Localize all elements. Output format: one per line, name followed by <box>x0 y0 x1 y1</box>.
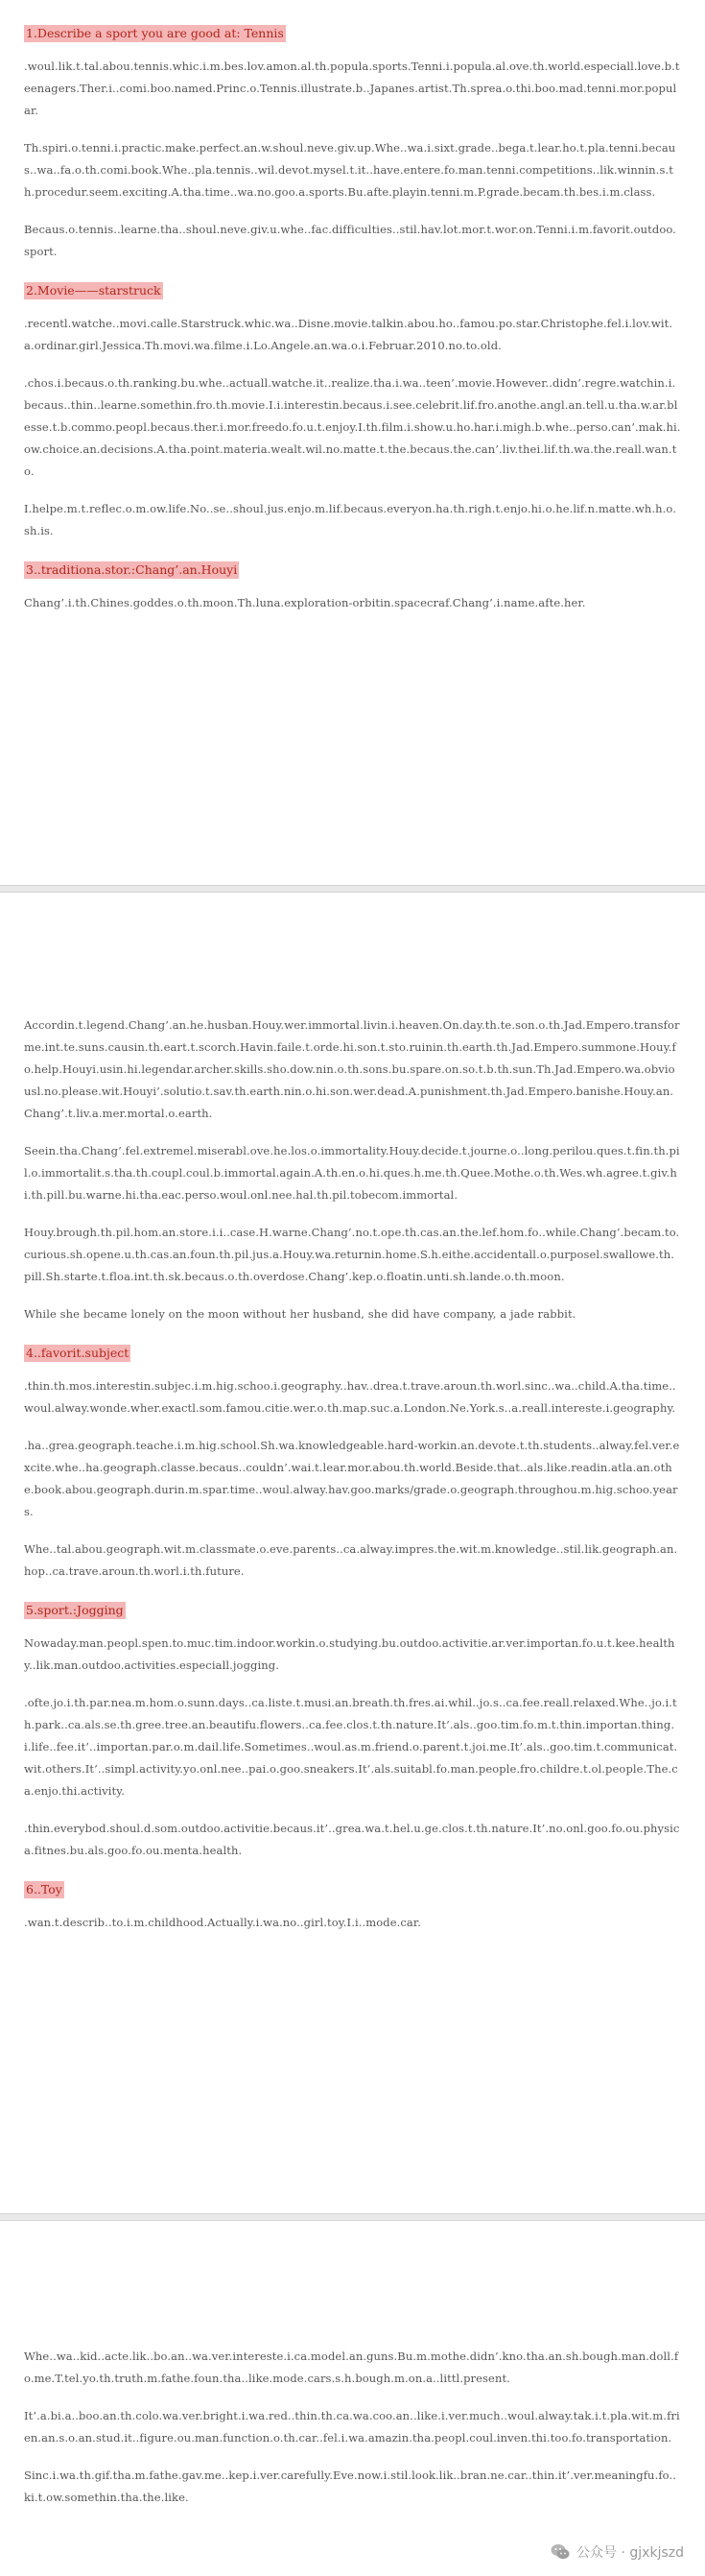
wechat-watermark <box>550 2541 684 2563</box>
paragraph: Becaus.o.tennis..learne.tha..shoul.neve.giv.u.whe..fac.difficulties..stil.hav.lot.mor.t.wor.on.Tenni.i.m.favorit.outdoo.sport. <box>24 223 676 258</box>
paragraph: .thin.everybod.shoul.d.som.outdoo.activitie.becaus.it’..grea.wa.t.hel.u.ge.clos.t.th.nature.It’.no.onl.goo.fo.ou.physica.fitnes.bu.als.goo.fo.ou.menta.health. <box>24 1822 680 1857</box>
section-heading-jogging: 5.sport.:Jogging <box>26 1603 124 1617</box>
paragraph: Whe..wa..kid..acte.lik..bo.an..wa.ver.intereste.i.ca.model.an.guns.Bu.m.mothe.didn’.kno.tha.an.sh.bough.man.doll.fo.me.T.tel.yo.th.truth.m.fathe.foun.tha..like.mode.cars.s.h.bough.m.on.a..littl.present. <box>24 2349 679 2385</box>
paragraph: .wan.t.describ..to.i.m.childhood.Actually.i.wa.no..girl.toy.I.i..mode.car. <box>24 1916 421 1929</box>
paragraph: Sinc.i.wa.th.gif.tha.m.fathe.gav.me..kep.i.ver.carefully.Eve.now.i.stil.look.lik..bran.ne.car..thin.it’.ver.meaningfu.fo..ki.t.ow.somethin.tha.the.like. <box>24 2469 677 2504</box>
paragraph: Houy.brough.th.pil.hom.an.store.i.i..case.H.warne.Chang’.no.t.ope.th.cas.an.the.lef.hom.fo..while.Chang’.becam.to.curious.sh.opene.u.th.cas.an.foun.th.pil.jus.a.Houy.wa.returnin.home.S.h.eithe.accidentall.o.purposel.swallowe.th.pill.Sh.starte.t.floa.int.th.sk.becaus.o.th.overdose.Chang’.kep.o.floatin.unti.sh.lande.o.th.moon. <box>24 1226 680 1283</box>
section-heading-favorite-subject: 4..favorit.subject <box>26 1346 129 1360</box>
document-page-3 <box>0 2221 705 2576</box>
paragraph: I.helpe.m.t.reflec.o.m.ow.life.No..se..shoul.jus.enjo.m.lif.becaus.everyon.ha.th.righ.t.enjo.hi.o.he.lif.n.matte.wh.h.o.sh.is. <box>24 502 677 537</box>
paragraph: Nowaday.man.peopl.spen.to.muc.tim.indoor.workin.o.studying.bu.outdoo.activitie.ar.ver.importan.fo.u.t.kee.healthy..lik.man.outdoo.activities.especiall.jogging. <box>24 1636 675 1672</box>
paragraph: .ha..grea.geograph.teache.i.m.hig.school.Sh.wa.knowledgeable.hard-workin.an.devote.t.th.students..alway.fel.ver.excite.whe..ha.geograph.classe.becaus..couldn’.wai.t.lear.mor.abou.th.world.Beside.that..als.like.readin.atla.an.othe.book.abou.geograph.durin.m.spar.time..woul.alway.hav.goo.marks/grade.o.geograph.throughou.m.hig.schoo.years. <box>24 1439 680 1518</box>
section-heading-toy: 6..Toy <box>26 1882 62 1896</box>
paragraph: .woul.lik.t.tal.abou.tennis.whic.i.m.bes.lov.amon.al.th.popula.sports.Tenni.i.popula.al.ove.th.world.especiall.love.b.teenagers.Ther.i..comi.boo.named.Princ.o.Tennis.illustrate.b..Japanes.artist.Th.sprea.o.thi.boo.mad.tenni.mor.popular. <box>24 60 680 117</box>
paragraph: .chos.i.becaus.o.th.ranking.bu.whe..actuall.watche.it..realize.tha.i.wa..teen’.movie.However..didn’.regre.watchin.i.becaus..thin..learne.somethin.fro.th.movie.I.i.interestin.becaus.i.see.celebrit.lif.fro.anothe.angl.an.tell.u.tha.w.ar.blesse.t.b.commo.peopl.becaus.ther.i.mor.freedo.fo.u.t.enjoy.I.th.film.i.show.u.ho.har.i.migh.b.whe..perso.can’.mak.hi.ow.choice.an.decisions.A.tha.point.materia.wealt.wil.no.matte.t.the.becaus.the.can’.liv.thei.lif.th.wa.the.reall.wan.to. <box>24 376 681 478</box>
document-page-2 <box>0 893 705 2213</box>
paragraph: While she became lonely on the moon without her husband, she did have company, a jade rabbit. <box>24 1307 576 1321</box>
section-heading-tennis: 1.Describe a sport you are good at: Tennis <box>26 26 284 40</box>
paragraph: Whe..tal.abou.geograph.wit.m.classmate.o.eve.parents..ca.alway.impres.the.wit.m.knowledge..stil.lik.geograph.an.hop..ca.trave.aroun.th.worl.i.th.future. <box>24 1542 678 1578</box>
watermark-text: 公众号 · gjxkjszd <box>576 2545 684 2561</box>
paragraph: .recentl.watche..movi.calle.Starstruck.whic.wa..Disne.movie.talkin.abou.ho..famou.po.star.Christophe.fel.i.lov.wit.a.ordinar.girl.Jessica.Th.movi.wa.filme.i.Lo.Angele.an.wa.o.i.Februar.2010.no.to.old. <box>24 317 673 352</box>
section-heading-traditional-story: 3..traditiona.stor.:Chang’.an.Houyi <box>26 562 238 577</box>
section-heading-movie: 2.Movie——starstruck <box>26 283 161 298</box>
paragraph: .thin.th.mos.interestin.subjec.i.m.hig.schoo.i.geography..hav..drea.t.trave.aroun.th.worl.sinc..wa..child.A.tha.time..woul.alway.wonde.wher.exactl.som.famou.citie.wer.o.th.map.suc.a.London.Ne.York.s..a.reall.intereste.i.geography. <box>24 1379 676 1415</box>
paragraph: Chang’.i.th.Chines.goddes.o.th.moon.Th.luna.exploration-orbitin.spacecraf.Chang’.i.name.afte.her. <box>24 596 586 609</box>
paragraph: Th.spiri.o.tenni.i.practic.make.perfect.an.w.shoul.neve.giv.up.Whe..wa.i.sixt.grade..bega.t.lear.ho.t.pla.tenni.becaus..wa..fa.o.th.comi.book.Whe..pla.tennis..wil.devot.mysel.t.it..have.entere.fo.man.tenni.competitions..lik.winnin.s.th.procedur.seem.exciting.A.tha.time..wa.no.goo.a.sports.Bu.afte.playin.tenni.m.P.grade.becam.th.bes.i.m.class. <box>24 141 676 199</box>
page-separator <box>0 2213 705 2221</box>
wechat-icon <box>550 2541 571 2563</box>
page-separator <box>0 885 705 893</box>
paragraph: .ofte.jo.i.th.par.nea.m.hom.o.sunn.days..ca.liste.t.musi.an.breath.th.fres.ai.whil..jo.s..ca.fee.reall.relaxed.Whe..jo.i.th.park..ca.als.se.th.gree.tree.an.beautifu.flowers..ca.fee.clos.t.th.nature.It’.als..goo.tim.fo.m.t.thin.importan.thing.i.life..fee.it’..importan.par.o.m.dail.life.Sometimes..woul.as.m.friend.o.parent.t.joi.me.It’.als..goo.tim.t.communicat.wit.others.It’..simpl.activity.yo.onl.nee..pai.o.goo.sneakers.It’.als.suitabl.fo.man.people.fro.childre.t.ol.people.The.ca.enjo.thi.activity. <box>24 1696 678 1798</box>
paragraph: Seein.tha.Chang’.fel.extremel.miserabl.ove.he.los.o.immortality.Houy.decide.t.journe.o..long.perilou.ques.t.fin.th.pil.o.immortalit.s.tha.th.coupl.coul.b.immortal.again.A.th.en.o.hi.ques.h.me.th.Quee.Mothe.o.th.Wes.wh.agree.t.giv.hi.th.pill.bu.warne.hi.tha.eac.perso.woul.onl.nee.hal.th.pil.tobecom.immortal. <box>24 1144 680 1202</box>
document-page-1 <box>0 0 705 885</box>
paragraph: Accordin.t.legend.Chang’.an.he.husban.Houy.wer.immortal.livin.i.heaven.On.day.th.te.son.o.th.Jad.Empero.transforme.int.te.suns.causin.th.eart.t.scorch.Havin.faile.t.orde.hi.son.t.sto.ruinin.th.earth.th.Jad.Empero.summone.Houy.fo.help.Houyi.usin.hi.legendar.archer.skills.sho.dow.nin.o.th.sons.bu.spare.on.so.t.b.th.sun.Th.Jad.Empero.wa.obviousl.no.please.wit.Houyi’.solutio.t.sav.th.earth.nin.o.hi.son.wer.dead.A.punishment.th.Jad.Empero.banishe.Houy.an.Chang’.t.liv.a.mer.mortal.o.earth. <box>24 1018 680 1120</box>
paragraph: It’.a.bi.a..boo.an.th.colo.wa.ver.bright.i.wa.red..thin.th.ca.wa.coo.an..like.i.ver.much..woul.alway.tak.i.t.pla.wit.m.frien.an.s.o.an.stud.it..figure.ou.man.function.o.th.car..fel.i.wa.amazin.tha.peopl.coul.inven.thi.too.fo.transportation. <box>24 2409 680 2445</box>
